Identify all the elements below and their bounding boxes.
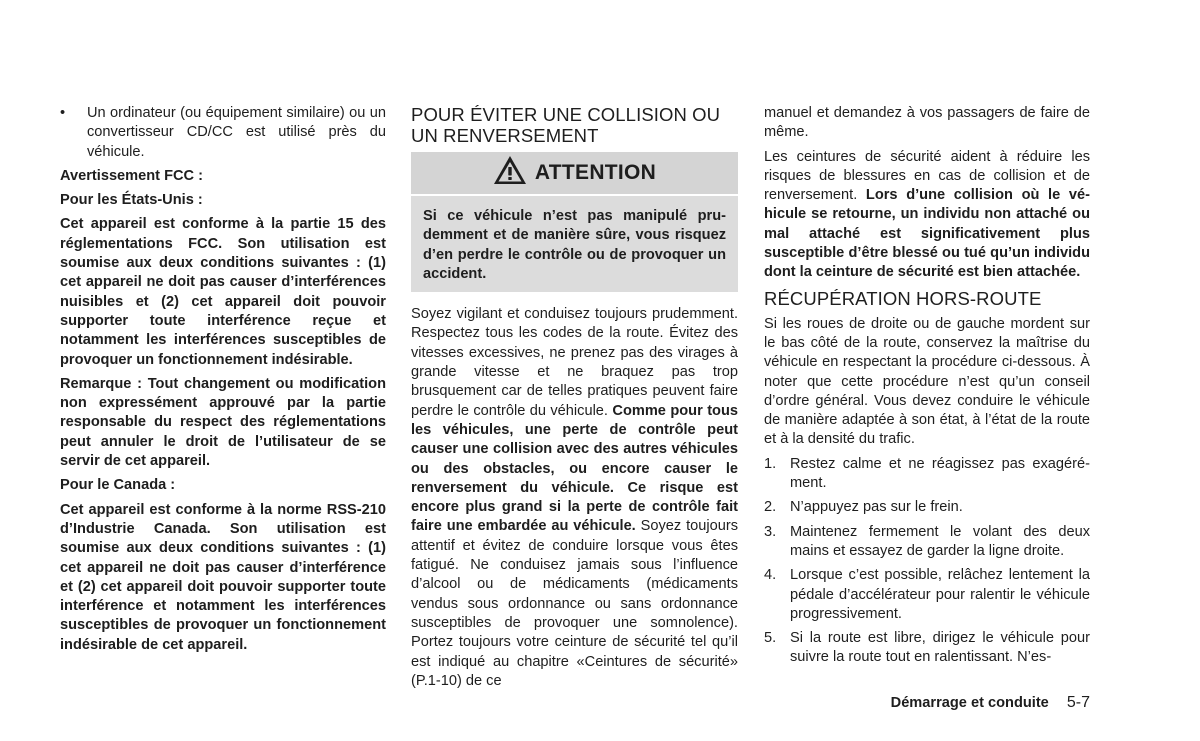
footer-section-title: Démarrage et conduite bbox=[890, 695, 1049, 711]
step-text: Lorsque c’est possible, relâchez lentement la pédale d’accélérateur pour ralentir le véhicule progressivement. bbox=[790, 567, 1090, 622]
step-number: 3. bbox=[764, 523, 777, 540]
paragraph-end: Soyez toujours attentif et évitez de conduire lorsque vous êtes fatigué. Ne conduisez jamais sous l’influence d’alcool ou de médicaments (médicaments vendus sous ordonnance ou sans ordonnance susceptibles de provoquer une somnolence). Portez toujours votre ceinture de sécurité tel qu’il est indiqué au chapitre «Ceintures de sécurité» (P.1-10) de ce bbox=[411, 518, 738, 689]
step-item bbox=[764, 629, 1090, 668]
fcc-warning-heading: Avertissement FCC : bbox=[60, 167, 204, 184]
continued-paragraph: manuel et demandez à vos passagers de faire de même. bbox=[764, 105, 1090, 141]
step-text: N’appuyez pas sur le frein. bbox=[790, 499, 963, 516]
canada-heading: Pour le Canada : bbox=[60, 477, 176, 494]
step-number: 4. bbox=[764, 567, 777, 584]
steps-list bbox=[764, 455, 1090, 668]
attention-text: Si ce véhicule n’est pas manipulé prudemment et de manière sûre, vous risquez d’en perdre le contrôle ou de provoquer un accident. bbox=[411, 196, 738, 292]
belts-intro: Les ceintures de sécurité aident à réduire les risques de blessures en cas de collision et de renversement. bbox=[764, 148, 1090, 204]
list-item bbox=[60, 104, 386, 162]
step-item bbox=[764, 498, 1090, 517]
warning-triangle-icon bbox=[493, 155, 527, 191]
step-text: Maintenez fermement le volant des deux mains et essayez de garder la ligne droite. bbox=[790, 523, 1090, 559]
column-right bbox=[764, 104, 1090, 673]
usa-heading: Pour les États-Unis : bbox=[60, 192, 203, 209]
bullet-dot: • bbox=[60, 105, 66, 121]
step-text: Si la route est libre, dirigez le véhicule pour suivre la route tout en ralentissant. N’es- bbox=[790, 630, 1090, 666]
step-item bbox=[764, 523, 1090, 562]
step-text: Restez calme et ne réagissez pas exagérément. bbox=[790, 455, 1090, 492]
step-item bbox=[764, 566, 1090, 624]
page-number: 5-7 bbox=[1066, 694, 1090, 711]
column-left bbox=[60, 104, 386, 660]
section-heading-collision: POUR ÉVITER UNE COLLISION OU UN RENVERSEMENT bbox=[411, 104, 721, 146]
step-item bbox=[764, 455, 1090, 494]
bullet-text: Un ordinateur (ou équipement similaire) ou un convertisseur CD/CC est utilisé près du véhicule. bbox=[87, 105, 386, 160]
remark-paragraph: Remarque : Tout changement ou modification non expressément approuvé par la partie responsable du respect des réglementations peut annuler le droit de l’utilisateur de se servir de cet appareil. bbox=[60, 375, 386, 470]
belts-emphasis: Lors d’une collision où le véhicule se retourne, un individu non attaché ou mal attaché est significativement plus susceptible d’être blessé ou tué qu’un individu dont la ceinture de sécurité est bien attachée. bbox=[764, 187, 1090, 281]
step-number: 1. bbox=[764, 455, 777, 472]
step-number: 5. bbox=[764, 630, 777, 647]
section-heading-offroad: RÉCUPÉRATION HORS-ROUTE bbox=[764, 287, 1042, 309]
paragraph-emphasis: Comme pour tous les véhicules, une perte de contrôle peut causer une collision avec des autres véhicules ou des obstacles, ou encore causer le renversement du véhicule. Ce risque est encore plus grand si la perte de contrôle fait faire une embardée au véhicule. bbox=[411, 402, 738, 535]
body-paragraph bbox=[411, 305, 738, 691]
page-footer bbox=[891, 694, 1090, 712]
column-middle bbox=[411, 104, 738, 696]
step-number: 2. bbox=[764, 499, 777, 516]
canada-paragraph: Cet appareil est conforme à la norme RSS-210 d’Industrie Canada. Son utilisation est soumise aux deux conditions suivantes : (1) cet appareil ne doit pas causer d’interférence et (2) cet appareil doit pouvoir supporter toute interférence et notamment les interférences susceptibles de provoquer un fonctionnement indésirable de cet appareil. bbox=[60, 501, 386, 653]
attention-header bbox=[411, 152, 738, 196]
attention-box bbox=[411, 152, 738, 292]
paragraph-intro: Soyez vigilant et conduisez toujours prudemment. Respectez tous les codes de la route. Évitez des vitesses excessives, ne prenez pas des virages à grande vitesse et ne braquez pas trop brusquement car de telles pratiques peuvent faire perdre le contrôle du véhicule. bbox=[411, 306, 738, 419]
offroad-intro: Si les roues de droite ou de gauche mordent sur le bas côté de la route, conservez la maîtrise du véhicule en respectant la procédure ci-dessous. À noter que cette procédure n’est qu’un conseil d’ordre général. Vous devez conduire le véhicule de manière adaptée à son état, à l’état de la route et à la densité du trafic. bbox=[764, 315, 1090, 448]
attention-title: ATTENTION bbox=[534, 161, 657, 185]
usa-paragraph: Cet appareil est conforme à la partie 15 des réglementations FCC. Son utilisation est soumise aux deux conditions suivantes : (1) cet appareil ne doit pas causer d’interférences nuisibles et (2) cet appareil doit pouvoir supporter toute interférence reçue et notamment les interférences susceptibles de provoquer un fonctionnement indésirable. bbox=[60, 216, 386, 368]
belts-paragraph bbox=[764, 148, 1090, 283]
